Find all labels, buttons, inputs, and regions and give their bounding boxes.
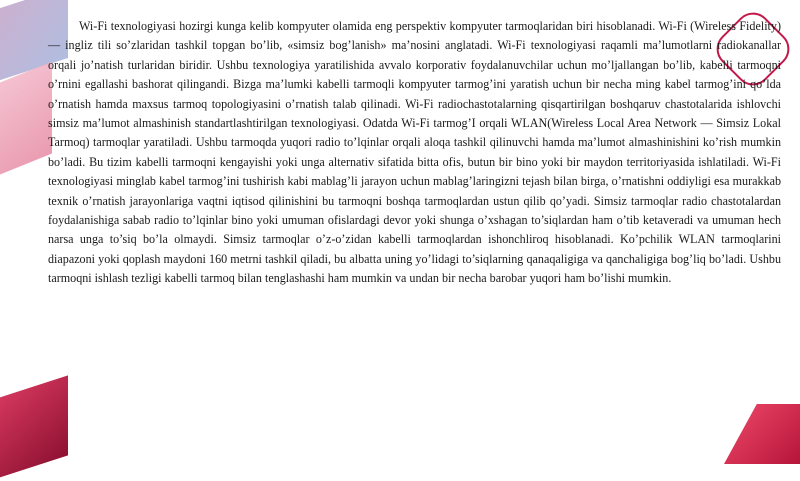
- decorative-shape-left: [0, 61, 52, 178]
- body-paragraph: Wi-Fi texnologiyasi hozirgi kunga kelib kompyuter olamida eng perspektiv kompyuter tarmoqlaridan biri hisoblanadi. Wi-Fi (Wireless Fidelity) — ingliz tili so’zlaridan tashkil topgan bo’lib, «simsiz bog’lanish» ma’nosini anglatadi. Wi-Fi texnologiyasi raqamli ma’lumotlarni radiokanallar orqali jo’natish turlaridan biridir. Ushbu texnologiya yaratilishida avvalo korporativ foydalanuvchilar uchun mo’ljallangan bo’lib, kabelli tarmoqni o’rnini egallashi bashorat qilingandi. Bizga ma’lumki kabelli tarmoqli kompyuter tarmog’ini yaratish uchun bir necha ming kabel tarmog’ini qo’lda o’rnatish hamda maxsus tarmoq topologiyasini o’rnatish talab qilinadi. Wi-Fi radiochastotalarning qisqartirilgan boshqaruv chastotalarida ishlovchi simsiz ma’lumot almashinish standartlashtirilgan texnologiyasi. Odatda Wi-Fi tarmog’I orqali WLAN(Wireless Local Area Network — Simsiz Lokal Tarmoq) tarmoqlar yaratiladi. Ushbu tarmoqda yuqori radio to’lqinlar orqali aloqa tashkil qilinuvchi hamda ma’lumot almashinishini ko’rish mumkin bo’ladi. Bu tizim kabelli tarmoqni kengayishi yoki unga alternativ sifatida bitta ofis, butun bir bino yoki bir maydon territoriyasida ishlatiladi. Wi-Fi texnologiyasi minglab kabel tarmog’ini tushirish kabi mablag’li jarayon uchun mablag’laringizni tejash bilan birga, o’rnatishni oddiyligi esa murakkab texnik o’rnatish jarayonlariga vaqtni iqtisod qilinishini bu tarmoqni boshqa tarmoqlardan ustun qilib qo’yadi. Simsiz tarmoqlar radio chastotalardan foydalanishiga sabab radio to’lqinlar bino yoki umuman ofislardagi devor yoki shunga o’xshagan to’siqlardan ham o’tib ketaveradi va umuman hech narsa unga to’siq bo’la olmaydi. Simsiz tarmoqlar o’z-o’zidan kabelli tarmoqlardan ishonchliroq hisoblanadi. Ko’pchilik WLAN tarmoqlarini diapazoni yoki qoplash maydoni 160 metrni tashkil qiladi, bu albatta uning yo’lidagi to’siqlarning qanaqaligiga va qanchaligiga bog’liq bo’ladi. Ushbu tarmoqni ishlash tezligi kabelli tarmoq bilan tenglashashi ham mumkin va undan bir necha barobar yuqori ham bo’lishi mumkin.: [48, 19, 781, 286]
- decorative-shape-bottom-left: [0, 375, 68, 480]
- decorative-shape-bottom-right: [724, 404, 800, 464]
- slide-body-text: [48, 17, 781, 289]
